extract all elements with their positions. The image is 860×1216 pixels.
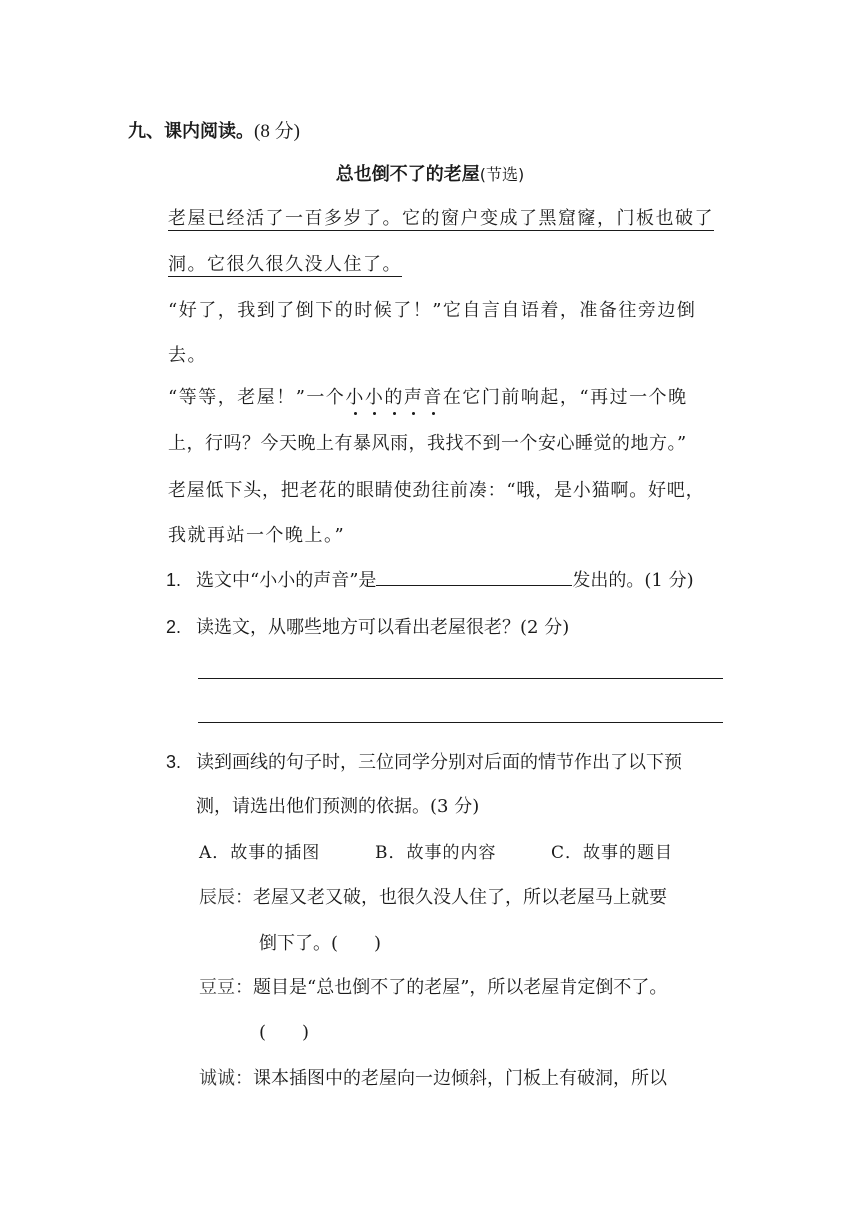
prediction-chengcheng xyxy=(199,1064,667,1090)
prediction-doudou xyxy=(199,973,667,999)
section-title: 九、课内阅读。 xyxy=(128,121,254,142)
question-1 xyxy=(166,566,694,592)
passage-line-5 xyxy=(168,383,688,409)
prediction-doudou-answer[interactable]: ( ) xyxy=(259,1022,310,1043)
section-points: (8 分) xyxy=(254,121,300,142)
question-3-line-2: 测，请选出他们预测的依据。(3 分) xyxy=(196,796,480,817)
question-text: 读到画线的句子时，三位同学分别对后面的情节作出了以下预 xyxy=(196,752,682,773)
answer-line[interactable] xyxy=(198,722,723,723)
passage-note: (节选) xyxy=(479,165,525,184)
prediction-text: 题目是“总也倒不了的老屋”，所以老屋肯定倒不了。 xyxy=(253,977,668,998)
emphasized-char: 小 xyxy=(365,383,385,409)
passage-text: “等等，老屋！”一个 xyxy=(168,387,346,408)
emphasized-char: 的 xyxy=(384,383,404,409)
student-name: 豆豆： xyxy=(199,977,253,998)
question-2 xyxy=(166,613,569,639)
question-3 xyxy=(166,748,682,774)
emphasized-char: 声 xyxy=(404,383,424,409)
underlined-sentence: 老屋已经活了一百多岁了。它的窗户变成了黑窟窿，门板也破了 xyxy=(168,208,714,229)
answer-blank[interactable] xyxy=(376,567,572,586)
option-c: C．故事的题目 xyxy=(551,843,674,863)
question-number: 1. xyxy=(166,570,182,590)
passage-line-3: “好了，我到了倒下的时候了！”它自言自语着，准备往旁边倒 xyxy=(168,300,697,321)
question-text: 发出的。(1 分) xyxy=(572,570,694,591)
passage-text: 在它门前响起，“再过一个晚 xyxy=(442,387,688,408)
emphasized-phrase xyxy=(345,387,443,408)
question-number: 2. xyxy=(166,617,182,637)
prediction-text: 老屋又老又破，也很久没人住了，所以老屋马上就要 xyxy=(253,887,667,908)
passage-line-8: 我就再站一个晚上。” xyxy=(168,525,346,546)
student-name: 诚诚： xyxy=(199,1068,253,1089)
prediction-chenchen xyxy=(199,883,667,909)
answer-line[interactable] xyxy=(198,678,723,679)
prediction-chenchen-answer[interactable]: 倒下了。( ) xyxy=(259,933,382,954)
section-heading xyxy=(128,116,300,143)
prediction-text: 课本插图中的老屋向一边倾斜，门板上有破洞，所以 xyxy=(253,1068,667,1089)
passage-line-6: 上，行吗？今天晚上有暴风雨，我找不到一个安心睡觉的地方。” xyxy=(168,433,687,454)
passage-line-1 xyxy=(168,204,714,230)
question-number: 3. xyxy=(166,752,182,772)
passage-line-7: 老屋低下头，把老花的眼睛使劲往前凑：“哦，是小猫啊。好吧， xyxy=(168,480,705,501)
passage-heading xyxy=(0,160,860,186)
options-row xyxy=(199,838,673,863)
option-b: B．故事的内容 xyxy=(375,843,497,863)
question-text: 读选文，从哪些地方可以看出老屋很老？(2 分) xyxy=(196,617,570,638)
passage-line-2 xyxy=(168,250,402,276)
underlined-sentence: 洞。它很久很久没人住了。 xyxy=(168,254,402,275)
passage-line-4: 去。 xyxy=(168,345,207,366)
option-a: A．故事的插图 xyxy=(199,843,321,863)
student-name: 辰辰： xyxy=(199,887,253,908)
passage-title: 总也倒不了的老屋 xyxy=(335,164,480,185)
emphasized-char: 音 xyxy=(423,383,443,409)
question-text: 选文中“小小的声音”是 xyxy=(196,570,377,591)
emphasized-char: 小 xyxy=(345,383,365,409)
